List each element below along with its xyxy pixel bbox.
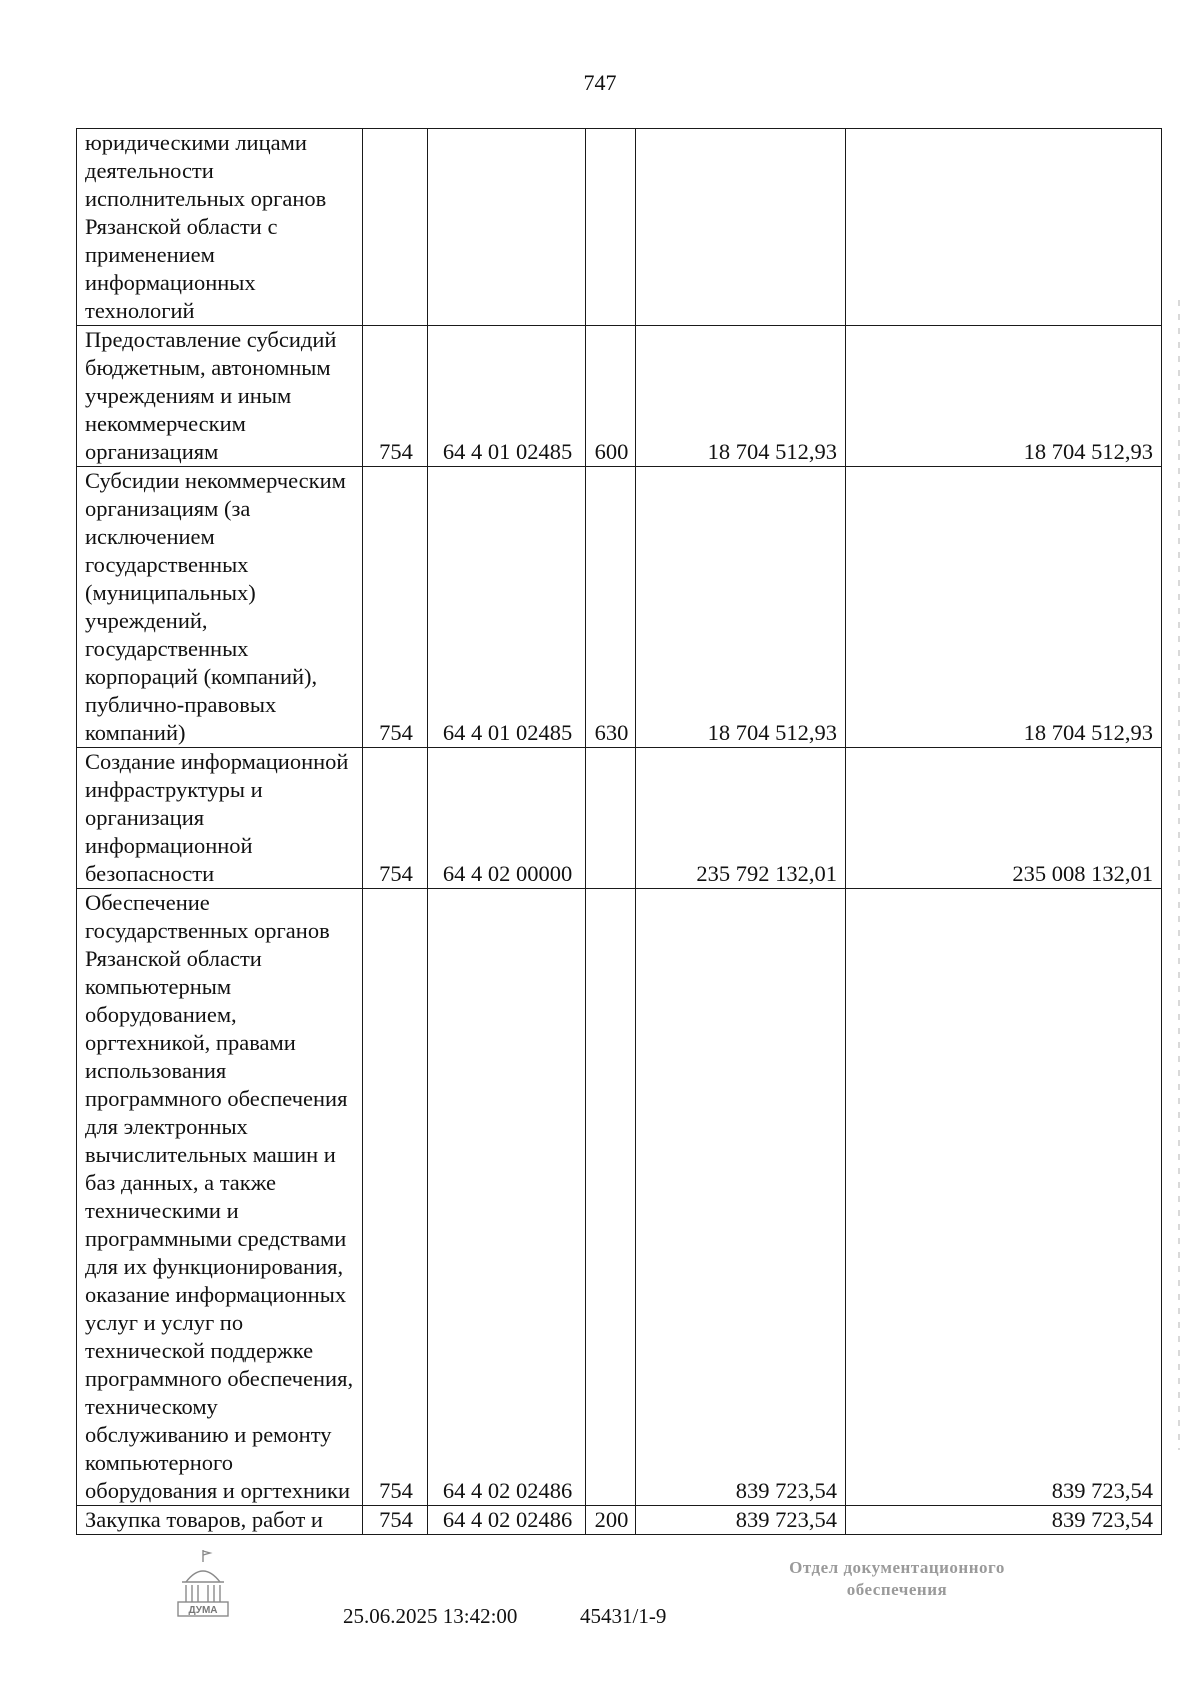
expense-type-cell	[586, 748, 636, 889]
table-row	[77, 467, 1162, 748]
expense-name-line: услуг и услуг по	[85, 1310, 244, 1335]
amount-year-1-cell: 839 723,54	[636, 1506, 846, 1535]
expense-name-line: техническими и	[85, 1198, 239, 1223]
table-row	[77, 129, 1162, 326]
duma-logo-icon	[172, 1548, 234, 1620]
expense-name-line: баз данных, а также	[85, 1170, 276, 1195]
expense-name-line: информационных	[85, 270, 256, 295]
expense-name-line: организациям	[85, 439, 219, 464]
amount-year-2-cell: 18 704 512,93	[846, 326, 1162, 467]
expense-name-line: применением	[85, 242, 215, 267]
expense-name-line: публично-правовых	[85, 692, 277, 717]
table-row	[77, 748, 1162, 889]
expense-name-line: программного обеспечения,	[85, 1366, 354, 1391]
expense-name-line: деятельности	[85, 158, 214, 183]
amount-year-2-cell	[846, 129, 1162, 326]
expense-type-cell: 630	[586, 467, 636, 748]
expense-name-line: обслуживанию и ремонту	[85, 1422, 332, 1447]
expense-name-line: Обеспечение	[85, 890, 210, 915]
expense-name-line: оборудованием,	[85, 1002, 237, 1027]
expense-name-line: организация	[85, 805, 205, 830]
stamp-line-2: обеспечения	[846, 1580, 948, 1599]
expense-name-line: вычислительных машин и	[85, 1142, 336, 1167]
expense-name-line: юридическими лицами	[85, 130, 307, 155]
expense-name-line: техническому	[85, 1394, 218, 1419]
expense-name-line: организациям (за	[85, 496, 251, 521]
expense-name-line: (муниципальных)	[85, 580, 256, 605]
amount-year-1-cell: 18 704 512,93	[636, 467, 846, 748]
expense-name-line: компьютерного	[85, 1450, 233, 1475]
expense-name-cell	[77, 748, 363, 889]
expense-name-line: Предоставление субсидий	[85, 327, 337, 352]
expense-name-line: бюджетным, автономным	[85, 355, 331, 380]
amount-year-1-cell	[636, 129, 846, 326]
expense-name-line: учреждениям и иным	[85, 383, 292, 408]
expense-name-line: государственных	[85, 636, 249, 661]
expense-name-line: использования	[85, 1058, 227, 1083]
expense-name-line: информационной	[85, 833, 253, 858]
expense-name-line: программного обеспечения	[85, 1086, 348, 1111]
expense-name-line: корпораций (компаний),	[85, 664, 318, 689]
admin-code-cell: 754	[363, 1506, 428, 1535]
expense-type-cell: 200	[586, 1506, 636, 1535]
amount-year-2-cell: 839 723,54	[846, 1506, 1162, 1535]
expense-type-cell	[586, 889, 636, 1506]
expense-type-cell	[586, 129, 636, 326]
footer-datetime: 25.06.2025 13:42:00	[343, 1604, 518, 1628]
expense-name-line: Рязанской области с	[85, 214, 278, 239]
amount-year-2-cell: 18 704 512,93	[846, 467, 1162, 748]
expense-name-line: некоммерческим	[85, 411, 246, 436]
amount-year-1-cell: 235 792 132,01	[636, 748, 846, 889]
expense-name-cell	[77, 129, 363, 326]
expense-name-cell	[77, 326, 363, 467]
table-row	[77, 1506, 1162, 1535]
expense-name-line: Рязанской области	[85, 946, 262, 971]
expense-name-line: оказание информационных	[85, 1282, 347, 1307]
expense-name-line: компаний)	[85, 720, 186, 745]
expense-name-line: инфраструктуры и	[85, 777, 263, 802]
expense-name-line: исполнительных органов	[85, 186, 327, 211]
expense-name-line: учреждений,	[85, 608, 208, 633]
page-number: 747	[583, 70, 617, 95]
admin-code-cell	[363, 129, 428, 326]
budget-table	[76, 128, 1162, 1535]
footer-document-id: 45431/1-9	[580, 1604, 667, 1628]
expense-name-line: для их функционирования,	[85, 1254, 344, 1279]
amount-year-2-cell: 235 008 132,01	[846, 748, 1162, 889]
expense-name-line: компьютерным	[85, 974, 232, 999]
scan-edge-mark	[1178, 300, 1180, 1450]
expense-name-cell	[77, 467, 363, 748]
amount-year-1-cell: 18 704 512,93	[636, 326, 846, 467]
target-article-cell	[428, 129, 586, 326]
admin-code-cell: 754	[363, 326, 428, 467]
department-stamp	[752, 1557, 1042, 1601]
amount-year-1-cell: 839 723,54	[636, 889, 846, 1506]
expense-name-line: оборудования и оргтехники	[85, 1478, 351, 1503]
expense-name-line: государственных	[85, 552, 249, 577]
expense-name-line: исключением	[85, 524, 215, 549]
expense-name-line: технической поддержке	[85, 1338, 314, 1363]
budget-table-body	[77, 129, 1162, 1535]
expense-name-cell	[77, 1506, 363, 1535]
expense-name-line: для электронных	[85, 1114, 248, 1139]
table-row	[77, 889, 1162, 1506]
expense-name-line: Закупка товаров, работ и	[85, 1507, 323, 1532]
admin-code-cell: 754	[363, 889, 428, 1506]
expense-name-line: Субсидии некоммерческим	[85, 468, 346, 493]
amount-year-2-cell: 839 723,54	[846, 889, 1162, 1506]
duma-logo-text: ДУМА	[188, 1605, 218, 1616]
expense-name-line: Создание информационной	[85, 749, 349, 774]
admin-code-cell: 754	[363, 748, 428, 889]
expense-name-cell	[77, 889, 363, 1506]
admin-code-cell: 754	[363, 467, 428, 748]
target-article-cell: 64 4 02 00000	[428, 748, 586, 889]
target-article-cell: 64 4 01 02485	[428, 326, 586, 467]
target-article-cell: 64 4 01 02485	[428, 467, 586, 748]
expense-name-line: программными средствами	[85, 1226, 347, 1251]
table-row	[77, 326, 1162, 467]
expense-name-line: оргтехникой, правами	[85, 1030, 296, 1055]
stamp-line-1: Отдел документационного	[789, 1558, 1005, 1577]
target-article-cell: 64 4 02 02486	[428, 889, 586, 1506]
expense-type-cell: 600	[586, 326, 636, 467]
expense-name-line: безопасности	[85, 861, 215, 886]
expense-name-line: технологий	[85, 298, 195, 323]
target-article-cell: 64 4 02 02486	[428, 1506, 586, 1535]
expense-name-line: государственных органов	[85, 918, 330, 943]
